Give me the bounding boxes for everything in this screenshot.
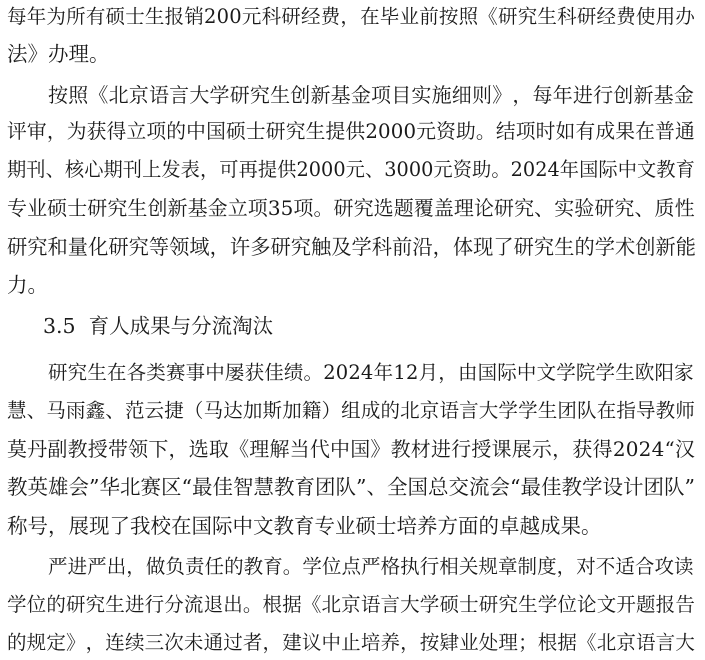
text-line: 学 位 的 研 究 生 进 行 分 流 退 出 。 根 据 《 北 京 语 言 大 学 硕 士 研 究 生 学 位 论 文 开 题 报 告	[7, 593, 695, 616]
text-line: 严 进 严 出 ， 做 负 责 任 的 教 育 。 学 位 点 严 格 执 行 相 关 规 章 制 度 ， 对 不 适 合 攻 读	[48, 555, 694, 578]
text-line: 慧 、 马 雨 鑫 、 范 云 捷 （ 马 达 加 斯 加 籍 ） 组 成 的 北 京 语 言 大 学 学 生 团 队 在 指 导 教 师	[7, 399, 695, 422]
text-line: 的 规 定 》 ， 连 续 三 次 未 通 过 者 ， 建 议 中 止 培 养 ， 按 肄 业 处 理 ； 根 据 《 北 京 语 言 大	[7, 631, 695, 654]
text-line: 研 究 和 量 化 研 究 等 领 域 ， 许 多 研 究 触 及 学 科 前 沿 ， 体 现 了 研 究 生 的 学 术 创 新 能	[7, 235, 697, 259]
text-line: 评 审 ， 为 获 得 立 项 的 中 国 硕 士 研 究 生 提 供 2 0 0 0 元 资 助 。 结 项 时 如 有 成 果 在 普 通	[7, 120, 695, 143]
text-line: 法》办理。	[7, 42, 110, 66]
text-line: 力。	[7, 273, 48, 297]
text-line: 期 刊 、 核 心 期 刊 上 发 表 ， 可 再 提 供 2 0 0 0 元 、 3 0 0 0 元 资 助 。 2 0 2 4 年 国 际 中 文 教 育	[7, 158, 695, 181]
section-heading: 3.5 育人成果与分流淘汰	[43, 314, 274, 338]
text-line: 专 业 硕 士 研 究 生 创 新 基 金 立 项 3 5 项 。 研 究 选 题 覆 盖 理 论 研 究 、 实 验 研 究 、 质 性	[7, 196, 695, 220]
text-line: 按 照 《 北 京 语 言 大 学 研 究 生 创 新 基 金 项 目 实 施 细 则 》 ， 每 年 进 行 创 新 基 金	[48, 83, 694, 107]
text-line: 称号，展现了我校在国际中文教育专业硕士培养方面的卓越成果。	[7, 514, 602, 538]
text-line: 研 究 生 在 各 类 赛 事 中 屡 获 佳 绩 。 2 0 2 4 年 1 2 月 ， 由 国 际 中 文 学 院 学 生 欧 阳 家	[48, 361, 694, 384]
text-line: 莫 丹 副 教 授 带 领 下 ， 选 取 《 理 解 当 代 中 国 》 教 材 进 行 授 课 展 示 ， 获 得 2 0 2 4 “ 汉	[7, 437, 695, 461]
text-line: 教 英 雄 会 ” 华 北 赛 区 “ 最 佳 智 慧 教 育 团 队 ” 、 全 国 总 交 流 会 “ 最 佳 教 学 设 计 团 队 ”	[7, 475, 695, 499]
text-line: 每 年 为 所 有 硕 士 生 报 销 2 0 0 元 科 研 经 费 ， 在 毕 业 前 按 照 《 研 究 生 科 研 经 费 使 用 办	[7, 5, 695, 28]
